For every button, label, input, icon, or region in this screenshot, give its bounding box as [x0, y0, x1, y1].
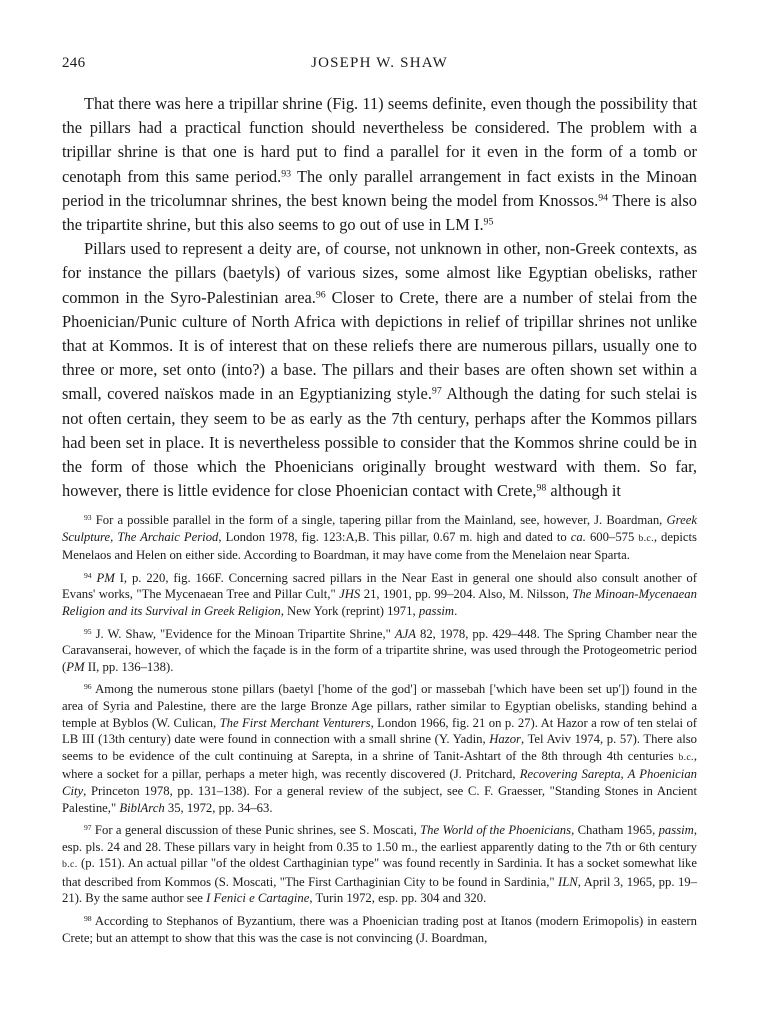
footnote-97: $^{97}$ For a general discussion of these Punic shrines, see S. Moscati, The World of the Phoenicians, Chatham 1965, passim, esp. pls. 24 and 28. These pillars vary in height from 0.35 to 1.50 m., the earliest apparently dating to the 7th or 6th century b.c. (p. 151). An actual pillar "of the oldest Carthaginian type" was found recently in Sardinia. It has a socket somewhat like that described from Kommos (S. Moscati, "The First Carthaginian City to be found in Sardinia," ILN, April 3, 1965, pp. 19–21). By the same author see I Fenici e Cartagine, Turin 1972, esp. pp. 304 and 320. [62, 822, 697, 906]
footnote-96: $^{96}$ Among the numerous stone pillars (baetyl ['home of the god'] or massebah ['which have been set up']) found in the area of Syria and Palestine, there are the large Bronze Age pillars, rather similar to Egyptian obelisks, standing behind a temple at Byblos (W. Culican, The First Merchant Venturers, London 1966, fig. 21 on p. 27). At Hazor a row of ten stelai of LB III (13th century) date were found in connection with a small shrine (Y. Yadin, Hazor, Tel Aviv 1974, p. 57). There also seems to be evidence of the cult continuing at Sarepta, in a shrine of Tanit-Ashtart of the 8th through 4th centuries b.c., where a socket for a pillar, perhaps a meter high, was recently discovered (J. Pritchard, Recovering Sarepta, A Phoenician City, Princeton 1978, pp. 131–138). For a general review of the subject, see C. F. Graesser, "Standing Stones in Ancient Palestine," BiblArch 35, 1972, pp. 34–63. [62, 682, 698, 815]
footnote-98: $^{98}$ According to Stephanos of Byzantium, there was a Phoenician trading post at Itanos (modern Erimopolis) in eastern Crete; but an attempt to show that this was the case is not convincing (J. Boardman, [62, 913, 697, 945]
main-text [62, 92, 697, 503]
footnote-ref-97: 97 [431, 386, 442, 398]
footnote-ref-95: 95 [483, 216, 494, 228]
footnote-ref-94: 94 [598, 192, 609, 204]
footnote-ref-98: 98 [536, 482, 547, 494]
body-paragraph-2: Pillars used to represent a deity are, of course, not unknown in other, non-Greek contexts, as for instance the pillars (baetyls) of various sizes, some almost like Egyptian obelisks, rather common in the Syro-Palestinian area.$^{96}$ Closer to Crete, there are a number of stelai from the Phoenician/Punic culture of North Africa with depictions in relief of tripillar shrines not unlike that at Kommos. It is of interest that on these reliefs there are numerous pillars, usually one to three or more, set onto (into?) a base. The pillars and their bases are often shown set within a small, covered naïskos made in an Egyptianizing style.$^{97}$ Although the dating for such stelai is not often certain, they seem to be as early as the 7th century, perhaps after the Kommos pillars had been set in place. It is nevertheless possible to consider that the Kommos shrine could be in the form of those which the Phoenicians originally brought westward with them. So far, however, there is little evidence for close Phoenician contact with Crete,$^{98}$ although it [62, 239, 697, 501]
footnote-95: $^{95}$ J. W. Shaw, "Evidence for the Minoan Tripartite Shrine," AJA 82, 1978, pp. 429–448. The Spring Chamber near the Caravanserai, however, of which the façade is in the form of a tripartite shrine, was used through the Protogeometric period (PM II, pp. 136–138). [62, 626, 697, 674]
page-number: 246 [62, 55, 86, 71]
footnote-ref-93: 93 [281, 168, 292, 180]
running-head: JOSEPH W. SHAW [311, 55, 448, 71]
page-header [62, 55, 697, 77]
footnotes [62, 512, 697, 952]
footnote-94: $^{94}$ PM I, p. 220, fig. 166F. Concerning sacred pillars in the Near East in general one should also consult another of Evans' works, "The Mycenaean Tree and Pillar Cult," JHS 21, 1901, pp. 99–204. Also, M. Nilsson, The Minoan-Mycenaean Religion and its Survival in Greek Religion, New York (reprint) 1971, passim. [62, 570, 697, 618]
footnote-ref-96: 96 [315, 289, 326, 301]
body-paragraph-1: That there was here a tripillar shrine (Fig. 11) seems definite, even though the possibility that the pillars had a practical function should nevertheless be considered. The problem with a tripillar shrine is that one is hard put to find a parallel for it even in the form of a tomb or cenotaph from this same period.$^{93}$ The only parallel arrangement in fact exists in the Minoan period in the tricolumnar shrines, the best known being the model from Knossos.$^{94}$ There is also the tripartite shrine, but this also seems to go out of use in LM I.$^{95}$ [62, 94, 697, 235]
footnote-93: $^{93}$ For a possible parallel in the form of a single, tapering pillar from the Mainland, see, however, J. Boardman, Greek Sculpture, The Archaic Period, London 1978, fig. 123:A,B. This pillar, 0.67 m. high and dated to ca. 600–575 b.c., depicts Menelaos and Helen on either side. According to Boardman, it may have come from the Menelaion near Sparta. [62, 512, 697, 563]
